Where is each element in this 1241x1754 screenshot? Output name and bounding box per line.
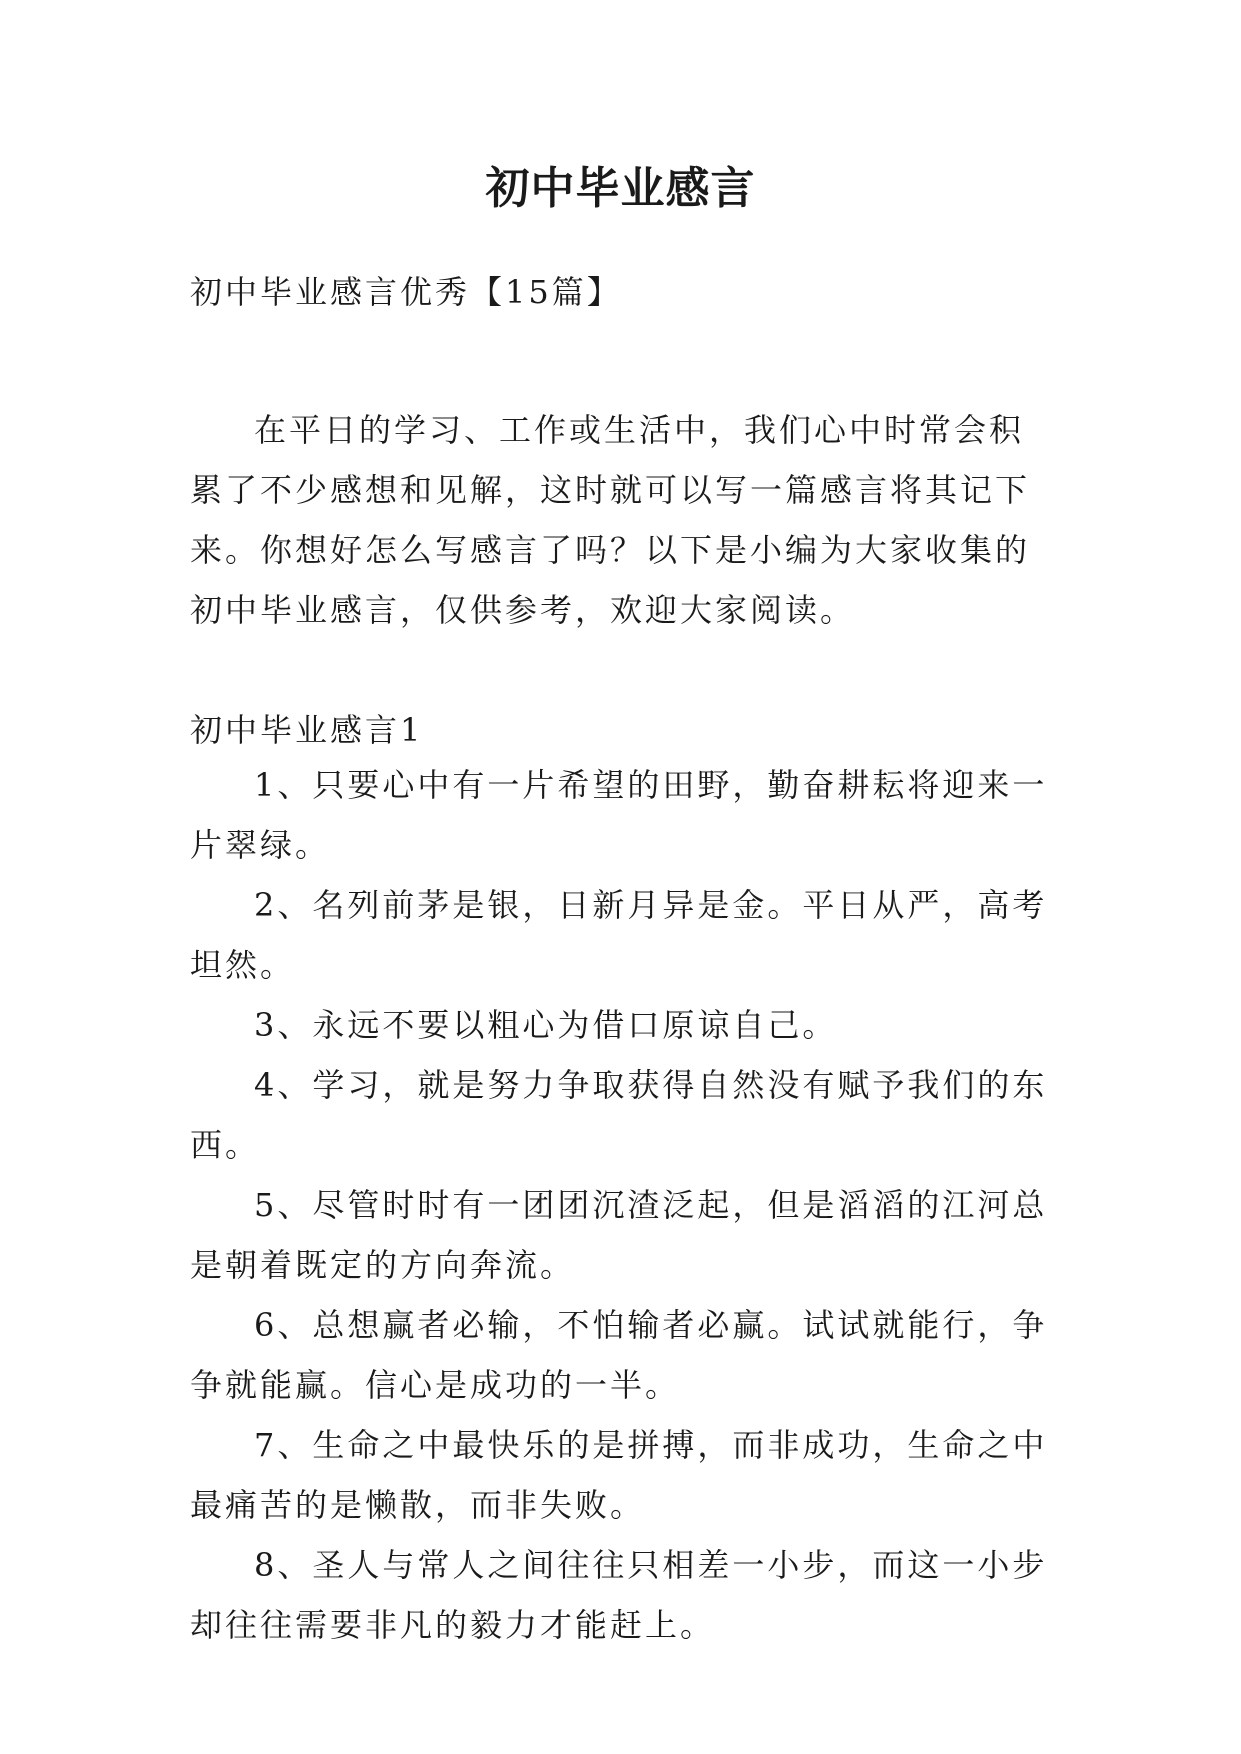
- quote-item-7: 7、生命之中最快乐的是拼搏，而非成功，生命之中最痛苦的是懒散，而非失败。: [190, 1426, 1048, 1524]
- document-subtitle: 初中毕业感言优秀【15篇】: [190, 273, 622, 311]
- quote-item-2: 2、名列前茅是银，日新月异是金。平日从严，高考坦然。: [190, 886, 1048, 984]
- intro-paragraph: 在平日的学习、工作或生活中，我们心中时常会积累了不少感想和见解，这时就可以写一篇感言将其记下来。你想好怎么写感言了吗？以下是小编为大家收集的初中毕业感言，仅供参考，欢迎大家阅读。: [190, 411, 1031, 629]
- quote-item-1: 1、只要心中有一片希望的田野，勤奋耕耘将迎来一片翠绿。: [190, 766, 1048, 864]
- quote-item-8: 8、圣人与常人之间往往只相差一小步，而这一小步却往往需要非凡的毅力才能赶上。: [190, 1546, 1048, 1644]
- section-heading: 初中毕业感言1: [190, 711, 424, 749]
- document-title: 初中毕业感言: [485, 163, 756, 214]
- quote-item-5: 5、尽管时时有一团团沉渣泛起，但是滔滔的江河总是朝着既定的方向奔流。: [190, 1186, 1048, 1284]
- quote-item-4: 4、学习，就是努力争取获得自然没有赋予我们的东西。: [190, 1066, 1048, 1164]
- quote-item-6: 6、总想赢者必输，不怕输者必赢。试试就能行，争争就能赢。信心是成功的一半。: [190, 1306, 1048, 1404]
- quote-list: [190, 755, 1056, 1655]
- quote-item-3: 3、永远不要以粗心为借口原谅自己。: [254, 1006, 838, 1044]
